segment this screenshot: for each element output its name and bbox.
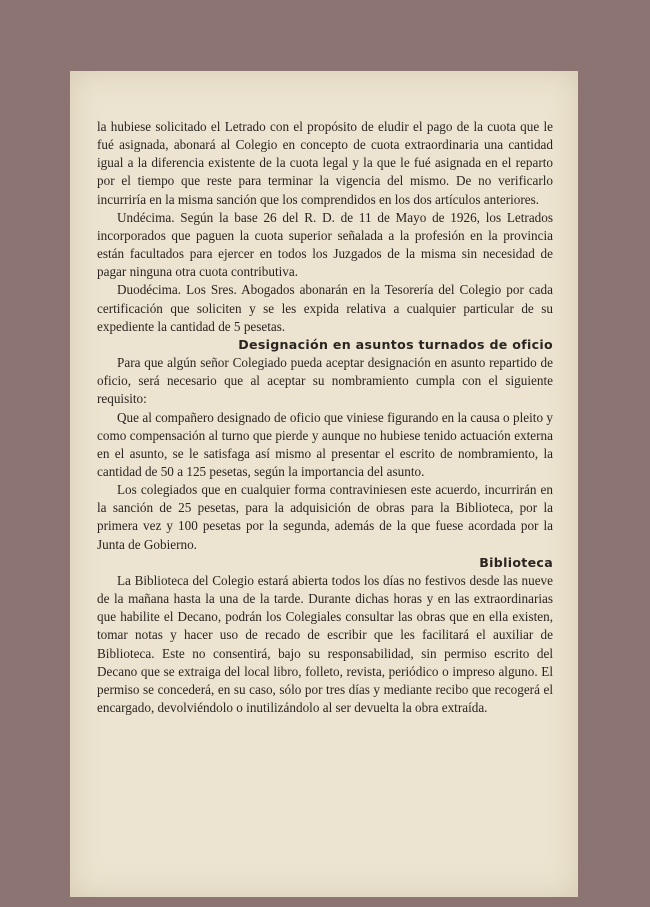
paragraph-undecima: Undécima. Según la base 26 del R. D. de 11 de Mayo de 1926, los Letrados incorporados que paguen la cuota superior señalada a la profesión en la provincia están facultados para ejercer en todos los Juzgados de la misma sin necesidad de pagar ninguna otra cuota contributiva. <box>97 209 553 280</box>
paragraph-biblioteca: La Biblioteca del Colegio estará abierta todos los días no festivos desde las nueve de la mañana hasta la una de la tarde. Durante dichas horas y en las extraordinarias que habilite el Decano, podrán los Colegiales consultar las obras que en ella existen, tomar notas y hacer uso de recado de escribir que les facilitará el auxiliar de Biblioteca. Este no consentirá, bajo su responsabilidad, sin permiso escrito del Decano que se extraiga del local libro, folleto, revista, periódico o impreso alguno. El permiso se concederá, en su caso, sólo por tres días y mediante recibo que recogerá el encargado, devolviéndolo o inutilizándolo al ser devuelta la obra extraída. <box>97 572 553 715</box>
heading-designacion-oficio: Designación en asuntos turnados de oficio <box>238 336 553 352</box>
paragraph-continuation: la hubiese solicitado el Letrado con el propósito de eludir el pago de la cuota que le fué asignada, abonará al Colegio en concepto de cuota extraordinaria una cantidad igual a la diferencia existente de la cuota legal y la que le fué asignada en el reparto por el tiempo que reste para terminar la vigencia del mismo. De no verificarlo incurriría en la misma sanción que los comprendidos en los dos artículos anteriores. <box>97 119 553 207</box>
document-text <box>97 118 553 717</box>
paragraph-oficio-intro: Para que algún señor Colegiado pueda aceptar designación en asunto repartido de oficio, será necesario que al aceptar su nombramiento cumpla con el siguiente requisito: <box>97 355 553 407</box>
heading-biblioteca: Biblioteca <box>479 554 553 570</box>
paragraph-oficio-sancion: Los colegiados que en cualquier forma contraviniesen este acuerdo, incurrirán en la sanción de 25 pesetas, para la adquisición de obras para la Biblioteca, por la primera vez y 100 pesetas por la segunda, además de la que fuese acordada por la Junta de Gobierno. <box>97 482 553 552</box>
paragraph-oficio-requisito: Que al compañero designado de oficio que viniese figurando en la causa o pleito y como compensación al turno que pierde y aunque no hubiese tenido actuación externa en el asunto, se le satisfaga así mismo al presentar el escrito de nombramiento, la cantidad de 50 a 125 pesetas, según la importancia del asunto. <box>97 409 553 479</box>
paragraph-duodecima: Duodécima. Los Sres. Abogados abonarán en la Tesorería del Colegio por cada certificación que soliciten y se les expida relativa a cualquier particular de su expediente la cantidad de 5 pesetas. <box>97 282 553 334</box>
